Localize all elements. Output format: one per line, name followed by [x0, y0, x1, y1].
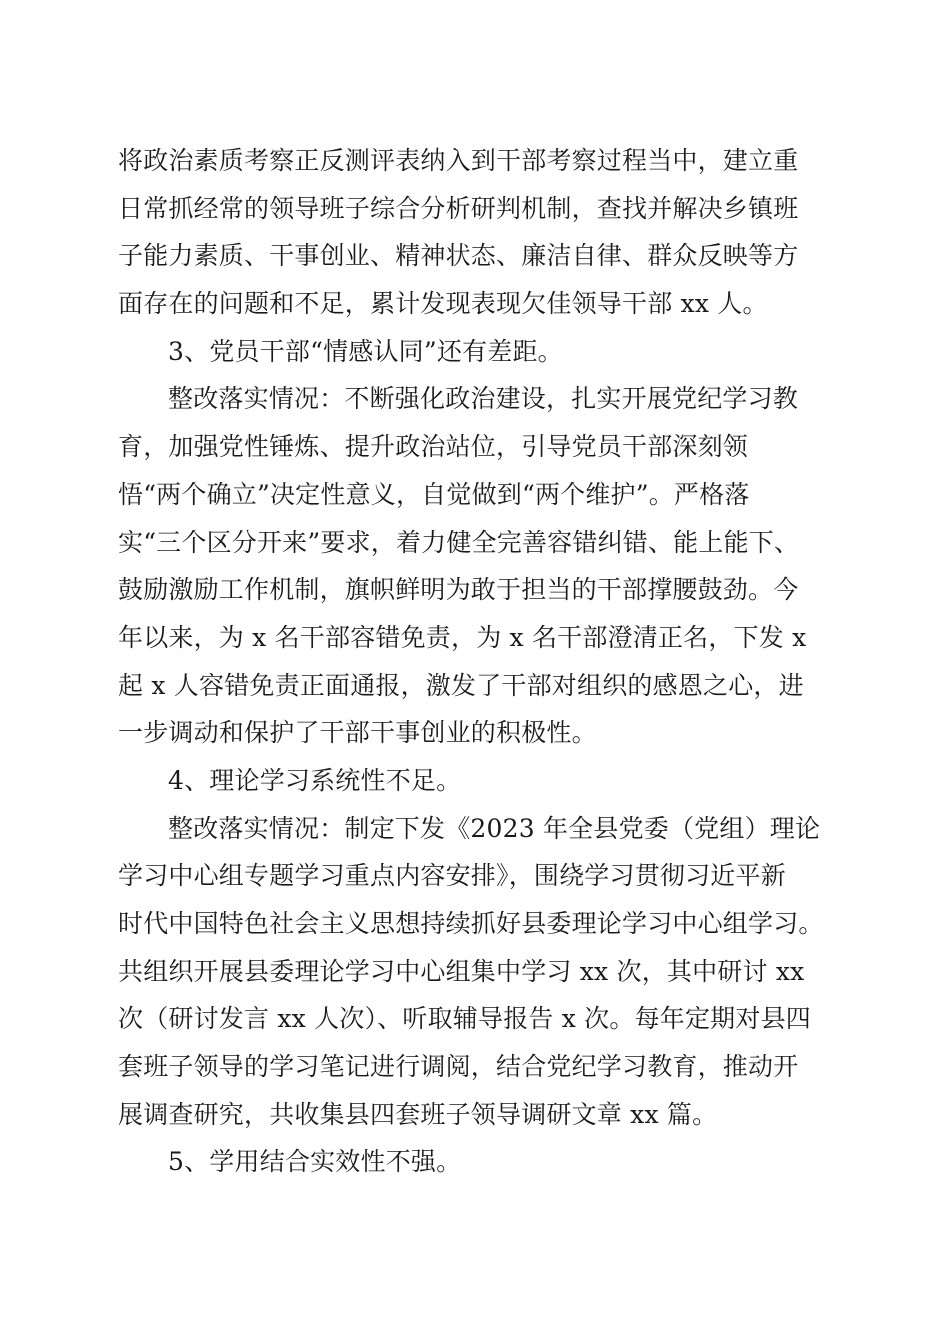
text-line: 起 x 人容错免责正面通报，激发了干部对组织的感恩之心，进 — [118, 670, 804, 700]
heading-line: 5、学用结合实效性不强。 — [168, 1147, 462, 1177]
text-line: 将政治素质考察正反测评表纳入到干部考察过程当中，建立重 — [118, 146, 799, 175]
paragraph-rectification-4 — [118, 805, 838, 1139]
section-heading-5 — [118, 1138, 838, 1186]
text-line: 展调查研究，共收集县四套班子领导调研文章 xx 篇。 — [118, 1099, 718, 1129]
text-line: 实“三个区分开来”要求，着力健全完善容错纠错、能上能下、 — [118, 527, 800, 557]
text-line: 套班子领导的学习笔记进行调阅，结合党纪学习教育，推动开 — [118, 1052, 799, 1082]
document-body — [118, 137, 838, 1186]
section-heading-4 — [118, 757, 838, 805]
text-line: 悟“两个确立”决定性意义，自觉做到“两个维护”。严格落 — [118, 479, 750, 509]
text-line: 育，加强党性锤炼、提升政治站位，引导党员干部深刻领 — [118, 432, 749, 462]
text-line: 日常抓经常的领导班子综合分析研判机制，查找并解决乡镇班 — [118, 193, 799, 223]
text-line: 一步调动和保护了干部干事创业的积极性。 — [118, 718, 597, 748]
text-line: 面存在的问题和不足，累计发现表现欠佳领导干部 xx 人。 — [118, 289, 768, 319]
text-line: 学习中心组专题学习重点内容安排》，围绕学习贯彻习近平新 — [118, 861, 786, 891]
section-heading-3 — [118, 328, 838, 376]
text-line: 共组织开展县委理论学习中心组集中学习 xx 次，其中研讨 xx — [118, 956, 805, 986]
text-line: 年以来，为 x 名干部容错免责，为 x 名干部澄清正名，下发 x — [118, 622, 807, 652]
heading-line: 3、党员干部“情感认同”还有差距。 — [168, 336, 563, 366]
paragraph-rectification-3 — [118, 375, 838, 757]
text-line: 整改落实情况：制定下发《2023 年全县党委（党组）理论 — [168, 813, 821, 843]
text-line: 时代中国特色社会主义思想持续抓好县委理论学习中心组学习。 — [118, 909, 824, 938]
text-line: 子能力素质、干事创业、精神状态、廉洁自律、群众反映等方 — [118, 241, 799, 271]
text-line: 鼓励激励工作机制，旗帜鲜明为敢于担当的干部撑腰鼓劲。今 — [118, 575, 799, 605]
text-line: 整改落实情况：不断强化政治建设，扎实开展党纪学习教 — [168, 384, 799, 414]
paragraph-continuation — [118, 137, 838, 328]
text-line: 次（研讨发言 xx 人次）、听取辅导报告 x 次。每年定期对县四 — [118, 1004, 811, 1034]
heading-line: 4、理论学习系统性不足。 — [168, 765, 462, 795]
